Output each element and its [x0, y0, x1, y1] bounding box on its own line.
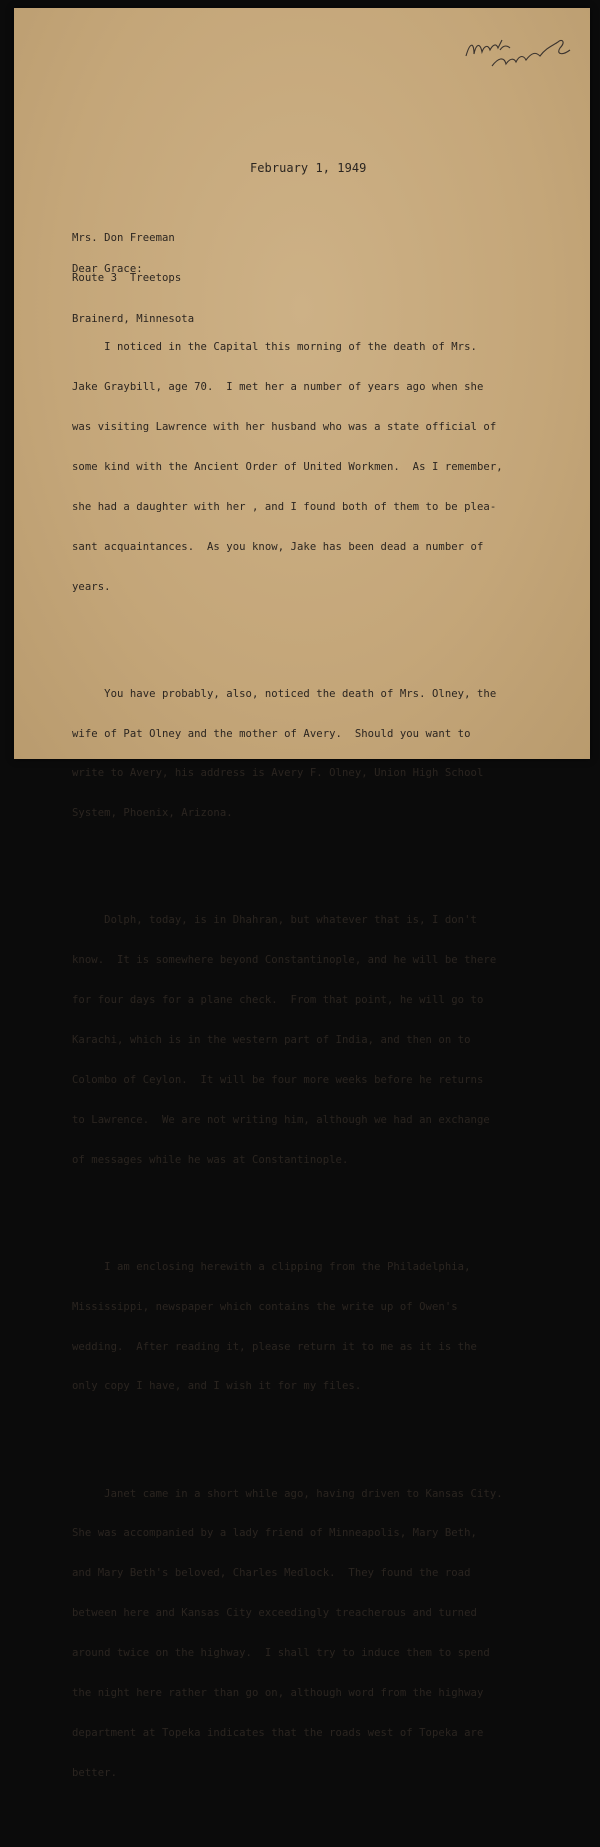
address-line-city: Brainerd, Minnesota	[72, 312, 195, 325]
body-line: Jake Graybill, age 70. I met her a number of years ago when she	[72, 381, 484, 394]
address-line-name: Mrs. Don Freeman	[72, 231, 175, 244]
letter-date: February 1, 1949	[250, 161, 367, 175]
body-line: Janet came in a short while ago, having driven to Kansas City.	[72, 1487, 503, 1500]
paragraph-clipping	[72, 1234, 503, 1420]
body-line: of messages while he was at Constantinople.	[72, 1153, 349, 1166]
body-line: wedding. After reading it, please return it to me as it is the	[72, 1340, 477, 1353]
letter-body	[72, 288, 503, 1847]
body-line: the night here rather than go on, although word from the highway	[72, 1686, 484, 1699]
body-line: between here and Kansas City exceedingly treacherous and turned	[72, 1607, 477, 1620]
body-line: and Mary Beth's beloved, Charles Medlock. They found the road	[72, 1567, 471, 1580]
body-line: only copy I have, and I wish it for my files.	[72, 1380, 362, 1393]
paragraph-olney	[72, 661, 503, 847]
body-line: Dolph, today, is in Dhahran, but whatever that is, I don't	[72, 914, 477, 927]
body-line: years.	[72, 580, 111, 593]
body-line: I am enclosing herewith a clipping from the Philadelphia,	[72, 1260, 471, 1273]
body-line: department at Topeka indicates that the roads west of Topeka are	[72, 1726, 484, 1739]
body-line: she had a daughter with her , and I found both of them to be plea-	[72, 500, 497, 513]
body-line: System, Phoenix, Arizona.	[72, 807, 233, 820]
body-line: some kind with the Ancient Order of United Workmen. As I remember,	[72, 460, 503, 473]
body-line: know. It is somewhere beyond Constantinople, and he will be there	[72, 954, 497, 967]
body-line: You have probably, also, noticed the death of Mrs. Olney, the	[72, 687, 497, 700]
body-line: wife of Pat Olney and the mother of Avery. Should you want to	[72, 727, 471, 740]
salutation: Dear Grace:	[72, 263, 143, 275]
body-line: Colombo of Ceylon. It will be four more weeks before he returns	[72, 1073, 484, 1086]
paragraph-janet	[72, 1461, 503, 1807]
body-line: sant acquaintances. As you know, Jake has been dead a number of	[72, 540, 484, 553]
paragraph-dolph	[72, 888, 503, 1194]
body-line: I noticed in the Capital this morning of the death of Mrs.	[72, 341, 477, 354]
body-line: better.	[72, 1766, 117, 1779]
body-line: write to Avery, his address is Avery F. Olney, Union High School	[72, 767, 484, 780]
body-line: was visiting Lawrence with her husband who was a state official of	[72, 420, 497, 433]
paragraph-graybill	[72, 312, 503, 621]
body-line: Karachi, which is in the western part of India, and then on to	[72, 1034, 471, 1047]
body-line: for four days for a plane check. From that point, he will go to	[72, 994, 484, 1007]
body-line: to Lawrence. We are not writing him, although we had an exchange	[72, 1113, 490, 1126]
address-line-street: Route 3 Treetops	[72, 272, 182, 285]
handwriting-mailed-tuesday	[462, 28, 582, 78]
body-line: Mississippi, newspaper which contains the write up of Owen's	[72, 1300, 458, 1313]
handwritten-annotation	[462, 28, 582, 78]
body-line: around twice on the highway. I shall try to induce them to spend	[72, 1647, 490, 1660]
letter-page	[14, 8, 590, 1779]
body-line: She was accompanied by a lady friend of Minneapolis, Mary Beth,	[72, 1527, 477, 1540]
